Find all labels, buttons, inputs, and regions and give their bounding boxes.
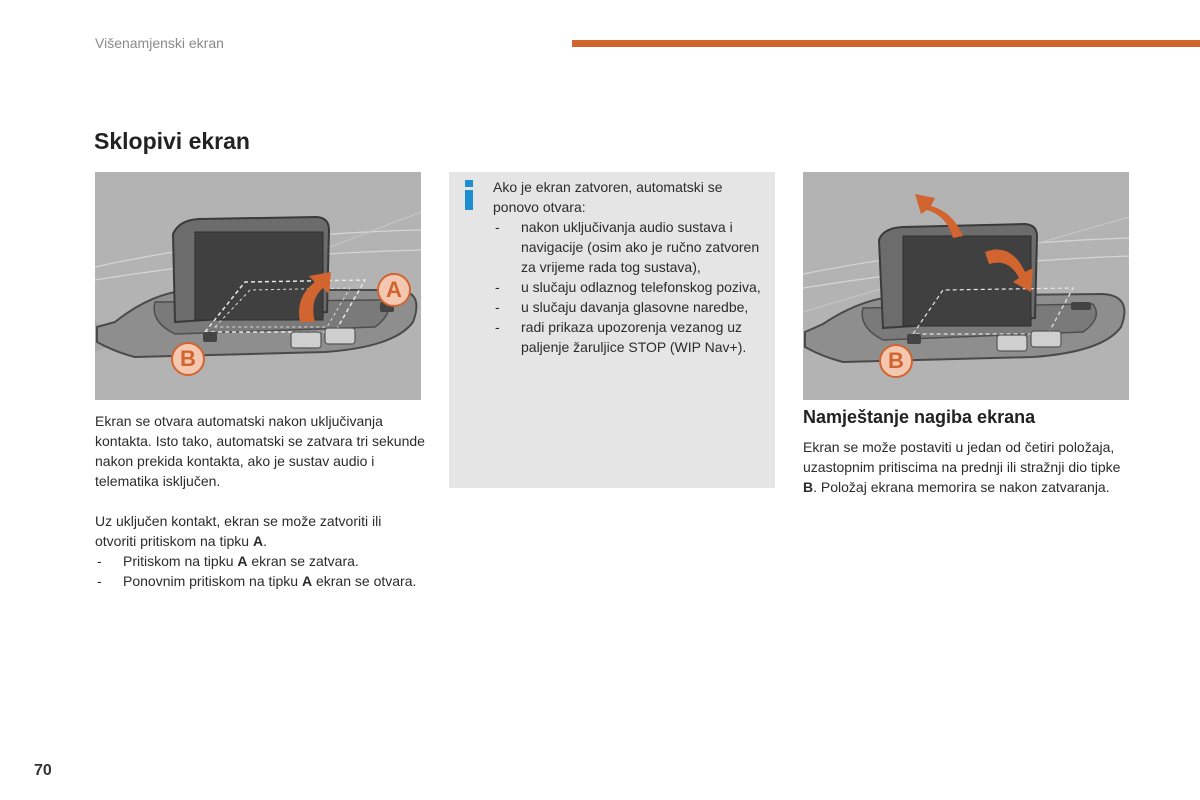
info-intro: Ako je ekran zatvoren, automatski se ponovo otvara: — [493, 179, 723, 215]
header-accent-bar — [572, 40, 1200, 47]
section-title: Sklopivi ekran — [94, 128, 250, 154]
button-a-list — [95, 551, 425, 591]
list-item: - u slučaju davanja glasovne naredbe, — [493, 297, 769, 317]
running-header: Višenamjenski ekran — [95, 35, 224, 51]
paragraph-tilt: Ekran se može postaviti u jedan od četiri položaja, uzastopnim pritiscima na prednji ili stražnji dio tipke B. Položaj ekrana memorira se nakon zatvaranja. — [803, 439, 1121, 495]
page-number: 70 — [34, 762, 52, 779]
list-item: - Pritiskom na tipku A ekran se zatvara. — [95, 551, 425, 571]
right-column-text — [803, 437, 1123, 497]
list-item: - radi prikaza upozorenja vezanog uz paljenje žaruljice STOP (WIP Nav+). — [493, 317, 769, 357]
callout-a-badge — [377, 273, 411, 307]
info-content — [493, 177, 769, 357]
callout-b-badge — [879, 344, 913, 378]
info-icon — [462, 180, 478, 210]
paragraph-auto-open: Ekran se otvara automatski nakon uključivanja kontakta. Isto tako, automatski se zatvara tri sekunde nakon prekida kontakta, ako je sustav audio i telematika isključen. — [95, 413, 425, 489]
list-item: - Ponovnim pritiskom na tipku A ekran se otvara. — [95, 571, 425, 591]
left-column-text — [95, 411, 425, 591]
list-item: - u slučaju odlaznog telefonskog poziva, — [493, 277, 769, 297]
paragraph-manual-close: Uz uključen kontakt, ekran se može zatvoriti ili otvoriti pritiskom na tipku A. — [95, 513, 382, 549]
info-box — [449, 172, 775, 488]
info-list — [493, 217, 769, 357]
callout-b-badge — [171, 342, 205, 376]
callout-b-label: B — [180, 346, 196, 371]
callout-a-label: A — [386, 277, 402, 302]
screen-illustration-tilt — [803, 172, 1129, 400]
callout-b-label: B — [888, 348, 904, 373]
screen-illustration-open-close — [95, 172, 421, 400]
list-item: - nakon uključivanja audio sustava i navigacije (osim ako je ručno zatvoren za vrijeme rada tog sustava), — [493, 217, 769, 277]
subheading-tilt: Namještanje nagiba ekrana — [803, 407, 1036, 427]
